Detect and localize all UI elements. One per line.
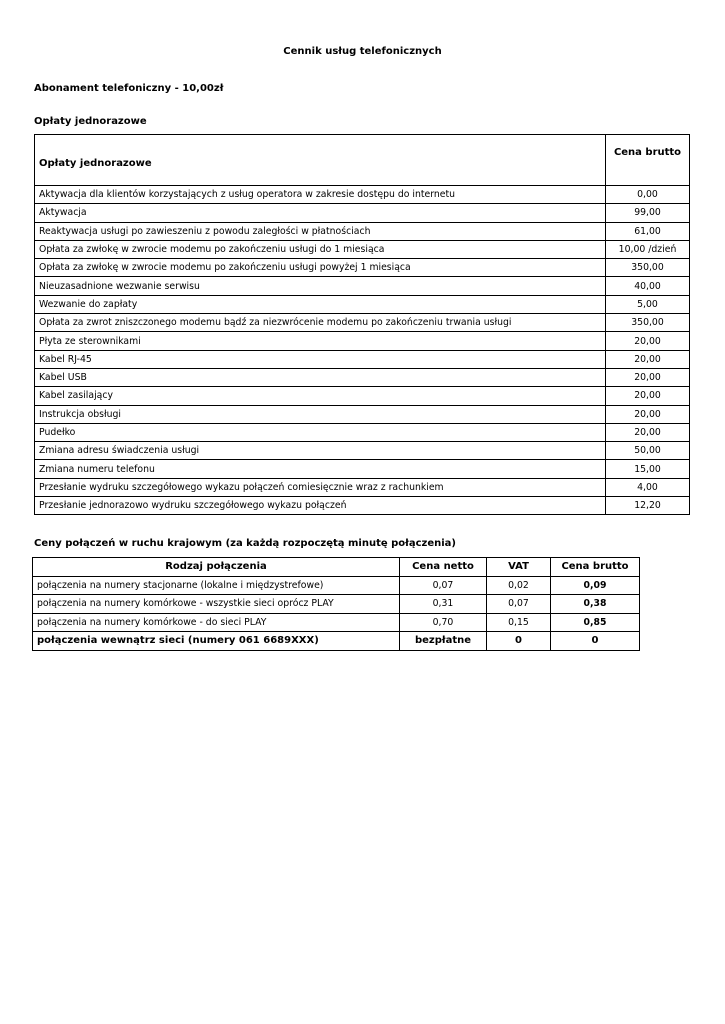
fee-name: Przesłanie jednorazowo wydruku szczegółowego wykazu połączeń xyxy=(35,497,606,515)
table-row xyxy=(33,595,640,614)
fee-price: 15,00 xyxy=(606,460,690,478)
fee-price: 20,00 xyxy=(606,332,690,350)
table-row xyxy=(35,478,690,496)
call-brutto: 0,09 xyxy=(551,576,640,595)
table-row xyxy=(35,497,690,515)
table-row xyxy=(33,576,640,595)
call-brutto: 0,85 xyxy=(551,613,640,632)
fee-price: 50,00 xyxy=(606,442,690,460)
call-vat: 0 xyxy=(487,632,551,651)
fee-name: Nieuzasadnione wezwanie serwisu xyxy=(35,277,606,295)
table-row xyxy=(35,186,690,204)
fee-name: Kabel zasilający xyxy=(35,387,606,405)
calls-header-brutto: Cena brutto xyxy=(551,558,640,577)
table-row xyxy=(35,332,690,350)
fee-name: Pudełko xyxy=(35,423,606,441)
call-brutto: 0 xyxy=(551,632,640,651)
table-row xyxy=(35,259,690,277)
fee-price: 20,00 xyxy=(606,387,690,405)
calls-header-type: Rodzaj połączenia xyxy=(33,558,400,577)
fee-price: 0,00 xyxy=(606,186,690,204)
call-prices-table xyxy=(32,557,640,651)
fee-name: Opłata za zwłokę w zwrocie modemu po zakończeniu usługi powyżej 1 miesiąca xyxy=(35,259,606,277)
table-row xyxy=(35,387,690,405)
calls-header-vat: VAT xyxy=(487,558,551,577)
fee-price: 5,00 xyxy=(606,295,690,313)
fee-name: Instrukcja obsługi xyxy=(35,405,606,423)
table-row xyxy=(35,240,690,258)
table-row xyxy=(35,442,690,460)
call-vat: 0,07 xyxy=(487,595,551,614)
call-vat: 0,02 xyxy=(487,576,551,595)
fee-price: 12,20 xyxy=(606,497,690,515)
calls-header-netto: Cena netto xyxy=(400,558,487,577)
document-title: Cennik usług telefonicznych xyxy=(283,46,442,57)
fee-price: 99,00 xyxy=(606,204,690,222)
fee-name: Opłata za zwrot zniszczonego modemu bądź za niezwrócenie modemu po zakończeniu trwania usługi xyxy=(35,314,606,332)
call-netto: 0,07 xyxy=(400,576,487,595)
fee-price: 350,00 xyxy=(606,259,690,277)
call-netto: 0,70 xyxy=(400,613,487,632)
fee-name: Przesłanie wydruku szczegółowego wykazu połączeń comiesięcznie wraz z rachunkiem xyxy=(35,478,606,496)
table-row xyxy=(35,295,690,313)
table-row xyxy=(35,204,690,222)
fee-name: Kabel USB xyxy=(35,368,606,386)
call-vat: 0,15 xyxy=(487,613,551,632)
fee-price: 20,00 xyxy=(606,423,690,441)
fee-price: 4,00 xyxy=(606,478,690,496)
fee-name: Reaktywacja usługi po zawieszeniu z powodu zaległości w płatnościach xyxy=(35,222,606,240)
call-type: połączenia wewnątrz sieci (numery 061 6689XXX) xyxy=(33,632,400,651)
one-time-fees-table xyxy=(34,134,690,515)
table-row xyxy=(33,632,640,651)
fee-name: Zmiana numeru telefonu xyxy=(35,460,606,478)
fee-name: Aktywacja dla klientów korzystających z usług operatora w zakresie dostępu do internetu xyxy=(35,186,606,204)
table-row xyxy=(35,405,690,423)
table-row xyxy=(35,222,690,240)
call-netto: 0,31 xyxy=(400,595,487,614)
fee-name: Kabel RJ-45 xyxy=(35,350,606,368)
fee-price: 10,00 /dzień xyxy=(606,240,690,258)
one-time-fees-heading: Opłaty jednorazowe xyxy=(34,116,147,127)
table-row xyxy=(33,613,640,632)
table-row xyxy=(35,460,690,478)
fee-price: 20,00 xyxy=(606,350,690,368)
fee-price: 350,00 xyxy=(606,314,690,332)
fees-header-name: Opłaty jednorazowe xyxy=(35,135,606,186)
calls-header-row xyxy=(33,558,640,577)
table-row xyxy=(35,423,690,441)
fee-price: 40,00 xyxy=(606,277,690,295)
fee-name: Opłata za zwłokę w zwrocie modemu po zakończeniu usługi do 1 miesiąca xyxy=(35,240,606,258)
subscription-price: Abonament telefoniczny - 10,00zł xyxy=(34,83,224,94)
fee-name: Wezwanie do zapłaty xyxy=(35,295,606,313)
fee-price: 61,00 xyxy=(606,222,690,240)
fees-header-price: Cena brutto xyxy=(606,135,690,186)
call-type: połączenia na numery komórkowe - do sieci PLAY xyxy=(33,613,400,632)
fees-header-row xyxy=(35,135,690,186)
call-netto: bezpłatne xyxy=(400,632,487,651)
call-brutto: 0,38 xyxy=(551,595,640,614)
calls-heading: Ceny połączeń w ruchu krajowym (za każdą rozpoczętą minutę połączenia) xyxy=(34,538,456,549)
fee-price: 20,00 xyxy=(606,405,690,423)
fee-name: Aktywacja xyxy=(35,204,606,222)
fee-price: 20,00 xyxy=(606,368,690,386)
table-row xyxy=(35,350,690,368)
fee-name: Zmiana adresu świadczenia usługi xyxy=(35,442,606,460)
table-row xyxy=(35,277,690,295)
call-type: połączenia na numery stacjonarne (lokalne i międzystrefowe) xyxy=(33,576,400,595)
fee-name: Płyta ze sterownikami xyxy=(35,332,606,350)
call-type: połączenia na numery komórkowe - wszystkie sieci oprócz PLAY xyxy=(33,595,400,614)
table-row xyxy=(35,368,690,386)
table-row xyxy=(35,314,690,332)
